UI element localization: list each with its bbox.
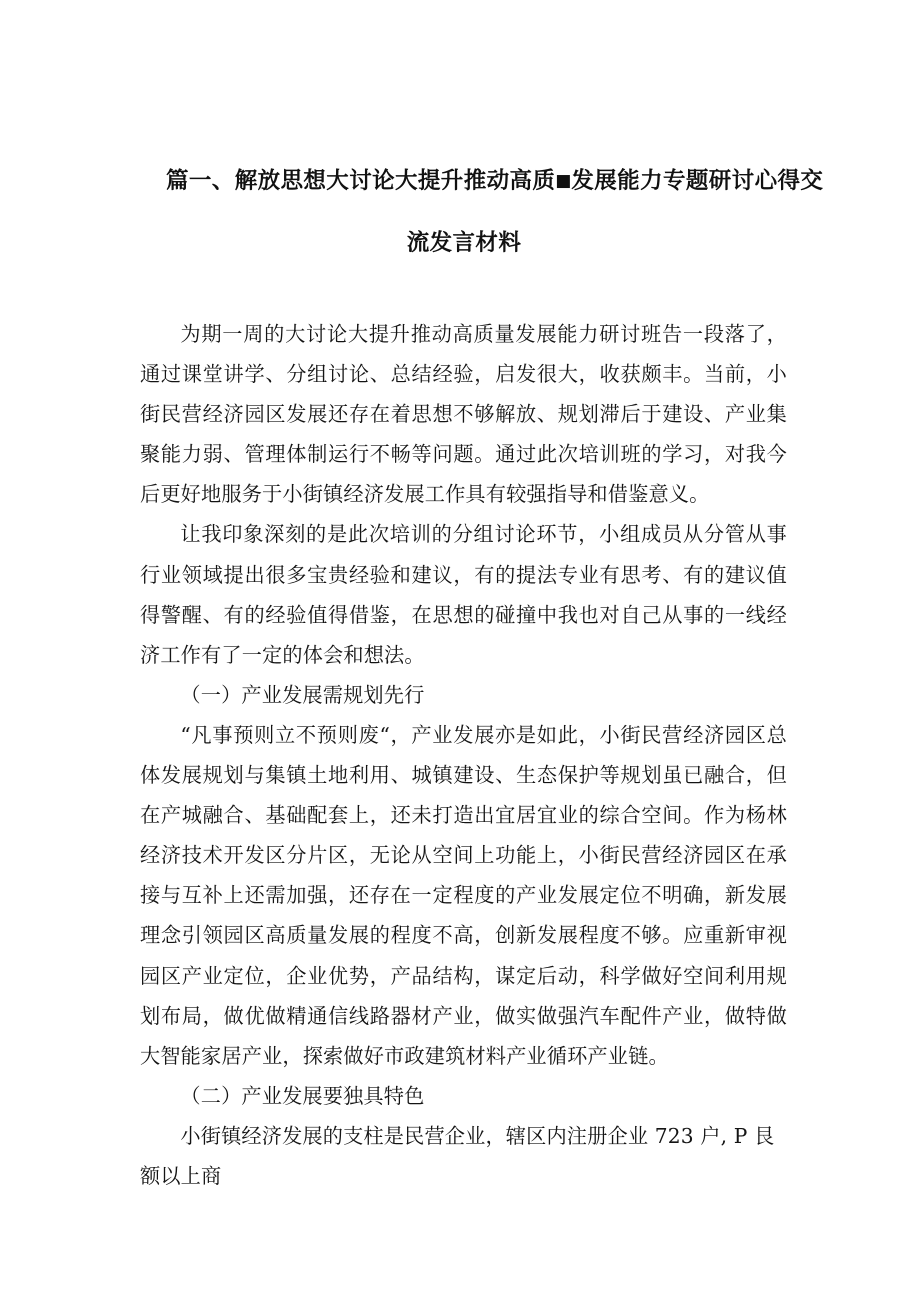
paragraph-section-2-body: 小街镇经济发展的支柱是民营企业，辖区内注册企业 723 户, P 艮额以上商 xyxy=(140,1123,775,1188)
page-title-line-2: 流发言材料 xyxy=(406,230,522,255)
paragraph-intro-2: 让我印象深刻的是此次培训的分组讨论环节，小组成员从分管从事行业领域提出很多宝贵经验和建议，有的提法专业有思考、有的建议值得警醒、有的经验值得借鉴，在思想的碰撞中我也对自己从事的一线经济工作有了一定的体会和想法。 xyxy=(140,522,787,667)
section-heading-one: （一）产业发展需规划先行 xyxy=(180,682,425,707)
paragraph-section-1-body: “凡事预则立不预则废“，产业发展亦是如此，小街民营经济园区总体发展规划与集镇土地利用、城镇建设、生态保护等规划虽已融合，但在产城融合、基础配套上，还未打造出宜居宜业的综合空间。作为杨林经济技术开发区分片区，无论从空间上功能上，小街民营经济园区在承接与互补上还需加强，还存在一定程度的产业发展定位不明确，新发展理念引领园区高质量发展的程度不高，创新发展程度不够。应重新审视园区产业定位，企业优势，产品结构，谋定后动，科学做好空间利用规划布局，做优做精通信线路器材产业，做实做强汽车配件产业，做特做大智能家居产业，探索做好市政建筑材料产业循环产业链。 xyxy=(140,722,787,1068)
page-title-line-1-prefix: 篇一、解放思想大讨论大提升推动高质 xyxy=(166,168,556,193)
page-title-line-1 xyxy=(140,150,824,212)
paragraph-intro-1: 为期一周的大讨论大提升推动高质量发展能力研讨班告一段落了，通过课堂讲学、分组讨论、总结经验，启发很大，收获颇丰。当前，小街民营经济园区发展还存在着思想不够解放、规划滞后于建设、产业集聚能力弱、管理体制运行不畅等问题。通过此次培训班的学习，对我今后更好地服务于小街镇经济发展工作具有较强指导和借鉴意义。 xyxy=(140,322,787,507)
page-title xyxy=(140,150,824,274)
missing-character-box-glyph: ■ xyxy=(555,171,572,191)
document-body xyxy=(140,314,787,1196)
section-heading-two: （二）产业发展要独具特色 xyxy=(180,1083,425,1108)
page-title-line-1-suffix: 发展能力专题研讨心得交 xyxy=(571,168,824,193)
